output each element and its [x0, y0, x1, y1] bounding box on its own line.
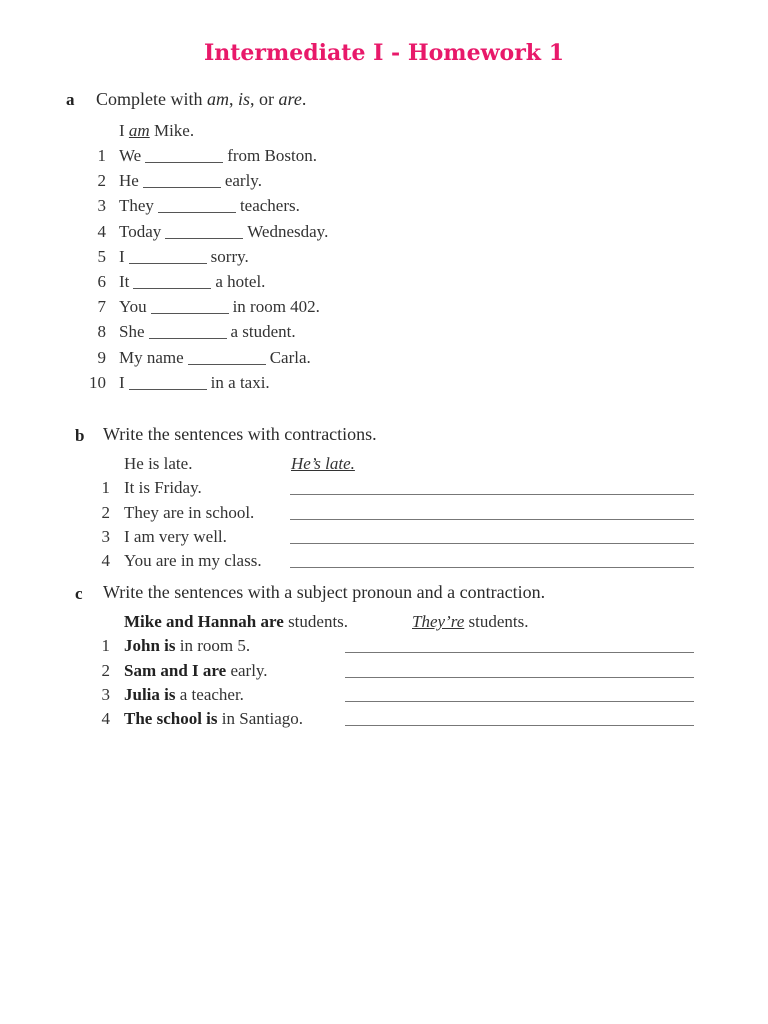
answer-line[interactable] — [290, 519, 694, 520]
answer-line[interactable] — [290, 567, 694, 568]
section-a-example: I am Mike. — [119, 121, 195, 140]
section-b-example-answer: He’s late. — [291, 454, 355, 473]
section-a-letter: a — [66, 90, 75, 109]
answer-line[interactable] — [345, 677, 694, 678]
section-c-letter: c — [75, 584, 83, 603]
answer-blank[interactable] — [133, 287, 211, 289]
answer-blank[interactable] — [145, 161, 223, 163]
section-b-example: He is late. — [124, 454, 193, 473]
section-b-instruction: Write the sentences with contractions. — [103, 424, 377, 444]
answer-line[interactable] — [345, 725, 694, 726]
answer-blank[interactable] — [151, 312, 229, 314]
answer-blank[interactable] — [188, 363, 266, 365]
section-c-example-answer: They’re students. — [412, 612, 529, 631]
section-c-example: Mike and Hannah are students. — [124, 612, 349, 631]
answer-blank[interactable] — [129, 388, 207, 390]
section-c-instruction: Write the sentences with a subject pronoun and a contraction. — [103, 582, 546, 602]
section-a-instruction: Complete with am, is, or are. — [96, 89, 307, 109]
answer-blank[interactable] — [158, 211, 236, 213]
answer-line[interactable] — [290, 494, 694, 495]
section-b-letter: b — [75, 426, 85, 445]
page-title: Intermediate I - Homework 1 — [203, 40, 564, 66]
answer-line[interactable] — [290, 543, 694, 544]
answer-blank[interactable] — [165, 237, 243, 239]
answer-line[interactable] — [345, 652, 694, 653]
answer-blank[interactable] — [149, 337, 227, 339]
answer-blank[interactable] — [143, 186, 221, 188]
answer-line[interactable] — [345, 701, 694, 702]
answer-blank[interactable] — [129, 262, 207, 264]
